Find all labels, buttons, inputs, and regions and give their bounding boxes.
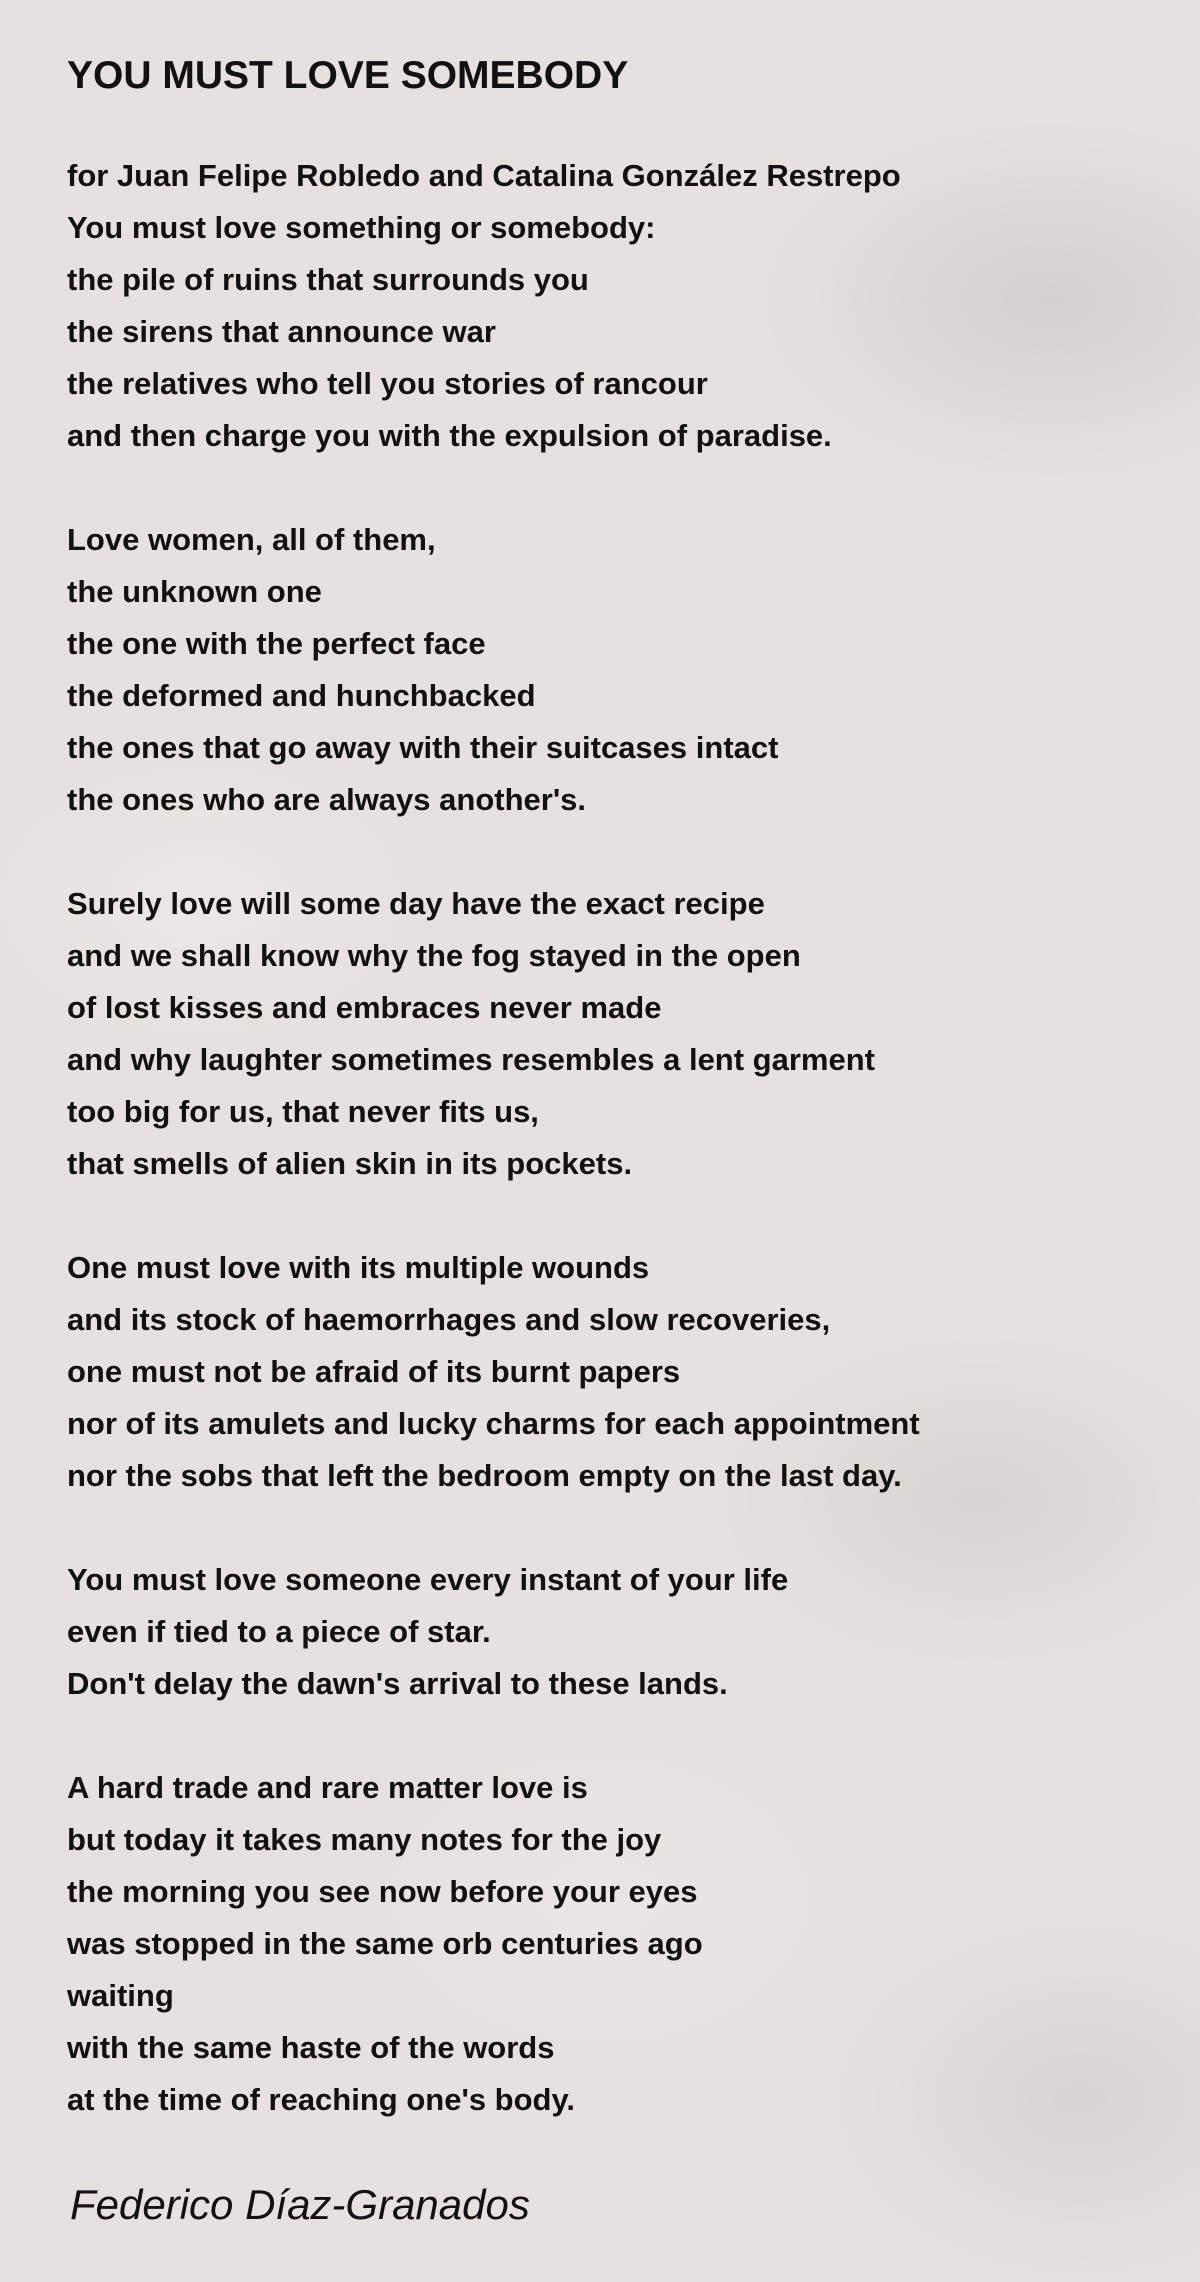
poem-title: YOU MUST LOVE SOMEBODY bbox=[67, 54, 629, 97]
stanza bbox=[67, 150, 1127, 462]
stanza bbox=[67, 1242, 1127, 1502]
poem-line: and then charge you with the expulsion of paradise. bbox=[67, 418, 832, 453]
poem-line: waiting bbox=[67, 1978, 174, 2013]
stanza bbox=[67, 1762, 1127, 2126]
poem-line: Love women, all of them, bbox=[67, 522, 436, 557]
poem-line: A hard trade and rare matter love is bbox=[67, 1770, 588, 1805]
stanza-break bbox=[67, 1190, 1127, 1242]
poem-line: at the time of reaching one's body. bbox=[67, 2082, 576, 2117]
poem-line: Don't delay the dawn's arrival to these lands. bbox=[67, 1666, 728, 1701]
poem-line: and why laughter sometimes resembles a lent garment bbox=[67, 1042, 875, 1077]
stanza-break bbox=[67, 826, 1127, 878]
poem-line: You must love something or somebody: bbox=[67, 210, 656, 245]
poem-line: was stopped in the same orb centuries ago bbox=[67, 1926, 703, 1961]
poem-line: and its stock of haemorrhages and slow recoveries, bbox=[67, 1302, 831, 1337]
poem-line: but today it takes many notes for the joy bbox=[67, 1822, 662, 1857]
poem-line: even if tied to a piece of star. bbox=[67, 1614, 491, 1649]
poem-line: Surely love will some day have the exact recipe bbox=[67, 886, 765, 921]
poem-line: that smells of alien skin in its pockets. bbox=[67, 1146, 633, 1181]
poem-author: Federico Díaz-Granados bbox=[70, 2181, 530, 2228]
poem-line: the deformed and hunchbacked bbox=[67, 678, 536, 713]
poem-line: the sirens that announce war bbox=[67, 314, 496, 349]
stanza bbox=[67, 1554, 1127, 1710]
poem-line: one must not be afraid of its burnt papers bbox=[67, 1354, 681, 1389]
poem-line: You must love someone every instant of your life bbox=[67, 1562, 789, 1597]
poem-line: of lost kisses and embraces never made bbox=[67, 990, 662, 1025]
poem-line: the ones that go away with their suitcases intact bbox=[67, 730, 779, 765]
poem-line: the ones who are always another's. bbox=[67, 782, 587, 817]
poem-line: with the same haste of the words bbox=[67, 2030, 555, 2065]
poem-line: for Juan Felipe Robledo and Catalina González Restrepo bbox=[67, 158, 901, 193]
stanza bbox=[67, 514, 1127, 826]
poem-line: and we shall know why the fog stayed in the open bbox=[67, 938, 801, 973]
stanza bbox=[67, 878, 1127, 1190]
poem-line: nor of its amulets and lucky charms for each appointment bbox=[67, 1406, 920, 1441]
poem-line: too big for us, that never fits us, bbox=[67, 1094, 539, 1129]
poem-line: the morning you see now before your eyes bbox=[67, 1874, 698, 1909]
poem-line: the pile of ruins that surrounds you bbox=[67, 262, 589, 297]
poem-line: the unknown one bbox=[67, 574, 322, 609]
poem-body bbox=[67, 150, 1127, 2126]
stanza-break bbox=[67, 462, 1127, 514]
poem-line: the one with the perfect face bbox=[67, 626, 486, 661]
poem-line: One must love with its multiple wounds bbox=[67, 1250, 650, 1285]
stanza-break bbox=[67, 1710, 1127, 1762]
poem-line: the relatives who tell you stories of rancour bbox=[67, 366, 708, 401]
stanza-break bbox=[67, 1502, 1127, 1554]
poem-line: nor the sobs that left the bedroom empty on the last day. bbox=[67, 1458, 902, 1493]
